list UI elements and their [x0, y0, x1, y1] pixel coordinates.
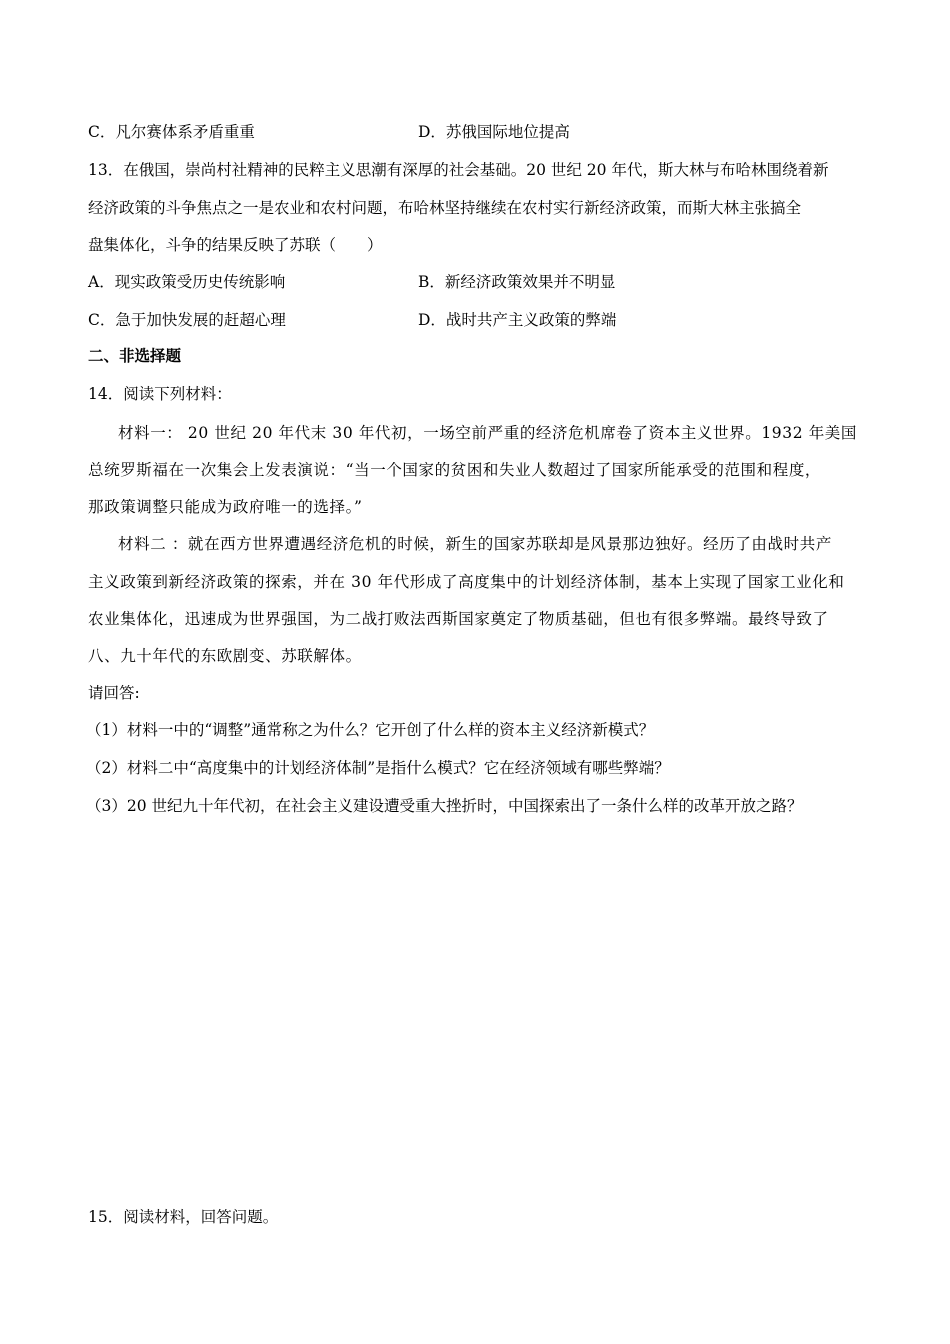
q14-material2-line4: 八、九十年代的东欧剧变、苏联解体。: [88, 647, 362, 665]
q13-stem-line1: 13．在俄国，崇尚村社精神的民粹主义思潮有深厚的社会基础。20 世纪 20 年代，斯大林与布哈林围绕着新: [88, 161, 829, 179]
q13-option-b: B．新经济政策效果并不明显: [418, 273, 616, 291]
q14-material1-line2: 总统罗斯福在一次集会上发表演说：“当一个国家的贫困和失业人数超过了国家所能承受的范围和程度，: [88, 461, 822, 479]
q13-option-c: C．急于加快发展的赶超心理: [88, 311, 286, 329]
q14-material2-line3: 农业集体化，迅速成为世界强国，为二战打败法西斯国家奠定了物质基础，但也有很多弊端。最终导致了: [88, 610, 829, 628]
q13-stem-line3: 盘集体化，斗争的结果反映了苏联（ ）: [88, 236, 383, 254]
q14-material2-line2: 主义政策到新经济政策的探索，并在 30 年代形成了高度集中的计划经济体制，基本上实现了国家工业化和: [88, 573, 845, 591]
q13-stem-line2: 经济政策的斗争焦点之一是农业和农村问题，布哈林坚持继续在农村实行新经济政策，而斯大林主张搞全: [88, 199, 802, 217]
q14-subquestion-3: （3）20 世纪九十年代初，在社会主义建设遭受重大挫折时，中国探索出了一条什么样的改革开放之路？: [86, 797, 803, 815]
q14-intro: 14．阅读下列材料：: [88, 385, 232, 403]
q14-material1-line3: 那政策调整只能成为政府唯一的选择。”: [88, 498, 363, 516]
q14-subquestion-2: （2）材料二中“高度集中的计划经济体制”是指什么模式？它在经济领域有哪些弊端？: [86, 759, 670, 777]
q13-option-d: D．战时共产主义政策的弊端: [418, 311, 617, 329]
section-title: 二、非选择题: [88, 347, 182, 365]
q14-prompt: 请回答:: [88, 684, 140, 702]
q13-option-a: A．现实政策受历史传统影响: [88, 273, 286, 291]
q12-option-d: D．苏俄国际地位提高: [418, 123, 570, 141]
q12-option-c: C．凡尔赛体系矛盾重重: [88, 123, 255, 141]
q14-subquestion-1: （1）材料一中的“调整”通常称之为什么？它开创了什么样的资本主义经济新模式？: [86, 721, 655, 739]
q15-intro: 15．阅读材料，回答问题。: [88, 1208, 279, 1226]
q14-material2-line1: 材料二 ：就在西方世界遭遇经济危机的时候，新生的国家苏联却是风景那边独好。经历了由战时共产: [118, 535, 832, 553]
q14-material1-line1: 材料一： 20 世纪 20 年代末 30 年代初，一场空前严重的经济危机席卷了资本主义世界。1932 年美国: [118, 424, 858, 442]
